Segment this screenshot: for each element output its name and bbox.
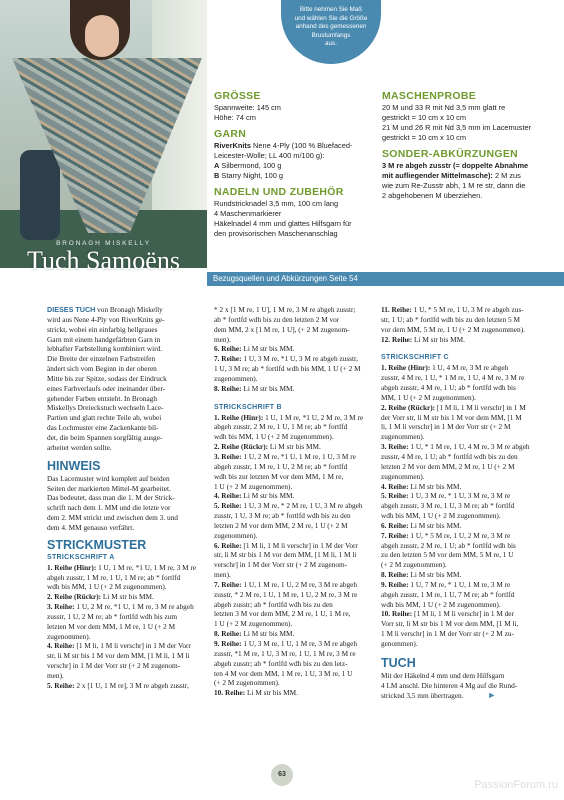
strickmuster-heading: STRICKMUSTER [47,537,147,552]
row-text: Li M str bis MM. [408,570,462,580]
needles-line: den provisorischen Maschenanschlag [214,229,338,238]
row-text: 1 M li verschr] in 1 M der Vorr str (+ 2 M zu- [381,629,514,639]
row-text: 1 U, 4 M re, 3 M re abgeh [430,363,509,373]
strickschrift-a-heading: STRICKSCHRIFT A [47,553,115,561]
row-text: Li M str bis MM. [408,520,462,530]
row-text: wdh bis zur letzten M vor dem MM, 1 M re, [214,471,344,481]
row-text: zugenommen). [47,631,91,641]
column-1 [47,305,205,691]
row-text: zusstr, 4 M re, 1 U; ab * fortlfd wdh bis zu den [381,451,518,461]
instruction-row [381,531,541,570]
instruction-row [47,681,205,691]
gauge-heading: MASCHENPROBE [382,90,477,102]
row-label: 12. Reihe: [381,334,413,344]
watermark: PassionForum.ru [474,779,558,791]
row-text: 1 U, * 1 M re, 1 U, 4 M re, 3 M re abgeh [408,442,530,452]
row-text: dem MM, 2 x [1 M re, 1 U], (+ 2 M zugenom- [214,324,350,334]
size-line: Spannweite: 145 cm [214,103,281,112]
photo-face [85,15,119,57]
row-text: zugenommen). [381,432,425,442]
yarn-color-a: A Silbermond, 100 g [214,161,282,170]
instruction-row [47,592,205,602]
yarn-line: Leicester-Wolle; LL 400 m/100 g): [214,151,325,160]
instruction-row [214,384,372,394]
row-text: zugenommen). [214,373,258,383]
row-text: zugenommen). [381,471,425,481]
row-text: [1 M li, 1 M li verschr] in 1 M der Vorr [74,641,191,651]
row-text: Li M str bis MM. [408,481,462,491]
row-label: 6. Reihe: [214,344,242,354]
row-label: 8. Reihe: [214,629,242,639]
row-label: 6. Reihe: [381,520,409,530]
row-label: 2. Reihe (Rückr): [47,592,102,602]
row-text: wdh bis MM, 1 U (+ 2 M zugenommen). [381,511,501,521]
instruction-row [214,354,372,384]
row-text: letzten 3 M vor dem MM, 2 M re, 1 U, 1 M re, [214,609,351,619]
row-text: 1 U, 3 M re, *1 U, 3 M re abgeh zusstr, [241,354,358,364]
rows-c [381,363,541,648]
row-text: abgeh zusstr, 1 M re, 1 U, 2 M re; ab * fortlfd [214,461,348,471]
row-label: 10. Reihe: [381,609,413,619]
instruction-row [381,491,541,521]
row-text: wdh bis MM, 1 U (+ 2 M zugenommen). [47,582,167,592]
row-label: 4. Reihe: [214,491,242,501]
row-label: 7. Reihe: [381,530,409,540]
instruction-row [381,403,541,442]
row-text: * 2 x [1 M re, 1 U], 1 M re, 3 M re abgeh zusstr; [214,305,356,314]
row-text: 1 U, * 5 M re, 1 U, 3 M re abgeh zus- [411,305,524,314]
row-text: [1 M li, 1 M li verschr] in 1 M der Vorr [241,540,358,550]
row-text: der Vorr str, li M str bis 1 M vor dem MM, [1 M [381,412,522,422]
tuch-paragraph: Mit der Häkelnd 4 mm und dem Hilfsgarn 4 LM anschl. Die hinteren 4 Mg auf die Rund- stricknd 3,5 mm übertragen. ► [381,670,518,700]
abbrev-heading: SONDER-ABKÜRZUNGEN [382,148,519,160]
row-text: abgeh zusstr; ab * fortlfd wdh bis zu den letz- [214,658,348,668]
row-text: zusstr, *1 M re, 1 U, 3 M re, 1 U, 1 M re, 3 M re [214,648,356,658]
materials-box [214,90,374,239]
instruction-row [214,629,372,639]
row-label: 1. Reihe (Hinr): [47,562,97,572]
row-text: 1 U, * 5 M re, 1 U, 2 M re, 3 M re [408,530,511,540]
instruction-row [47,602,205,641]
row-text: str, li M str bis 1 M vor dem MM, [1 M li, 1 M li [214,550,357,560]
row-text: abgeh zusstr, 2 M re, 1 U; ab * fortlfd wdh bis [381,540,516,550]
instruction-row [214,688,372,698]
row-text: zusstr, 1 U, 2 M re; ab * fortlfd wdh bis zum [47,611,178,621]
instruction-row [214,501,372,540]
size-heading: GRÖSSE [214,90,261,102]
row-text: letzten M vor dem MM, 1 M re, 1 U (+ 2 M [47,621,176,631]
needles-line: Häkelnadel 4 mm und glattes Hilfsgarn für [214,219,352,228]
row-text: 1 U, 2 M re, *1 U, 1 M re, 1 U, 3 M re [241,451,356,461]
instruction-row [214,413,372,443]
instruction-row [381,570,541,580]
row-text: Li M str bis MM. [241,629,295,639]
row-text: 1 U, 1 M re, *1 U, 1 M re, 3 M re [96,562,197,572]
abbrev-line: mit aufliegender Mittelmasche): 2 M zus [382,171,521,180]
instruction-row [214,541,372,580]
instruction-row [47,563,205,593]
row-text: Li M str bis MM. [268,442,321,452]
photo-arm [20,150,60,240]
gauge-box [382,90,552,201]
instruction-row [214,344,372,354]
row-label: 3. Reihe: [214,451,242,461]
row-text: zusstr, 4 M re, 1 U, * 1 M re, 1 U, 4 M re, 3 M re [381,373,525,383]
hinweis-heading: HINWEIS [47,458,101,473]
row-text: men). [214,334,231,344]
row-text: li, 1 M li verschr] in 1 M der Vorr str (+ 2 M [381,422,511,432]
row-text: abgeh zusstr, 2 M re, 1 U, 1 M re; ab * fortlfd [214,422,348,432]
instruction-row [214,442,372,452]
rows-a [47,563,205,691]
row-text: letzten 2 M vor dem MM, 2 M re, 1 U (+ 2 M [214,520,348,530]
row-label: 5. Reihe: [381,491,409,501]
instruction-row [214,491,372,501]
instruction-row [47,641,205,680]
row-text: 1 U, 3 M re, * 1 U, 3 M re, 3 M re [408,491,511,501]
gauge-line: gestrickt = 10 cm x 10 cm [382,113,466,122]
rows-b-cont [381,305,541,344]
row-text: 2 x [1 U, 1 M re], 3 M re abgeh zusstr, [74,680,189,690]
abbrev-line: 2 abgehobenen M überziehen. [382,191,483,200]
row-label: 4. Reihe: [381,481,409,491]
row-label: 8. Reihe: [381,570,409,580]
instruction-row [214,580,372,629]
row-text: Li M str bis MM. [101,592,154,602]
needles-heading: NADELN UND ZUBEHÖR [214,186,344,198]
row-text: zusstr, * 2 M re, 1 U, 1 M re, 1 U, 2 M re, 3 M re [214,589,358,599]
bubble-line: aus. [325,40,337,48]
row-text: Li M str bis MM. [241,491,295,501]
row-text: 1 U (+ 2 M zugenommen). [214,481,293,491]
abbrev-line: 3 M re abgeh zusstr (= doppelte Abnahme [382,161,529,170]
row-text: (+ 2 M zugenommen). [214,678,280,688]
continue-arrow-icon: ► [487,689,497,700]
instruction-row [381,482,541,492]
strickschrift-c-heading: STRICKSCHRIFT C [381,354,449,362]
yarn-color-b: B Starry Night, 100 g [214,171,284,180]
row-text: letzten 2 M vor dem MM, 2 M re, 1 U (+ 2 M [381,461,515,471]
row-text: abgeh zusstr; ab * fortlfd wdh bis zu den [214,599,333,609]
instruction-row [381,609,541,648]
rows-b [214,413,372,698]
pattern-title: Tuch Samoëns [27,246,180,275]
row-text: wdh bis MM, 1 U (+ 2 M zugenommen). [214,432,334,442]
row-label: 1. Reihe (Hinr): [381,363,431,373]
bubble-line: Brustumfangs [311,31,351,39]
instruction-row [214,305,372,344]
row-label: 5. Reihe: [214,501,242,511]
intro-paragraph: DIESES TUCH von Bronagh Miskelly wird aus Nene 4-Ply von RiverKnits ge- strickt, wobei ein einfarbig hellgraues Garn mit einem handgefärbten Garn in lebhafter Farbstellung kombiniert wird. Die Breite der einzelnen Farbstreifen ändert sich vom Beginn in der oberen Mitte bis zur Spitze, sodass der Eindruck eines Farbverlaufs oder ineinander über- gehender Farben entsteht. In Bronagh Miskellys Dreieckstuch wechseln Lace- Partien und glatt rechte Teile ab, wobei das Lochmuster eine Zackenkante bil- det, die beim Spannen sorgfältig ausge- arbeitet werden sollte. [47,305,167,452]
hinweis-paragraph: Das Lacemuster wird komplett auf beiden Seiten der markierten Mittel-M gearbeitet. Das bedeutet, dass man die 1. M der Strick- schrift nach dem 1. MM und die letzte vor dem 2. MM strickt und zwischen dem 3. und dem 4. MM genauso verfährt. [47,473,178,532]
row-label: 2. Reihe (Rückr): [381,402,436,412]
size-line: Höhe: 74 cm [214,113,256,122]
rows-a-cont [214,305,372,394]
row-label: 11. Reihe: [381,305,412,314]
sources-ribbon: Bezugsquellen und Abkürzungen Seite 54 [207,272,564,286]
row-text: Li M str bis MM. [241,344,295,354]
bubble-line: anhand des gemessenen [295,23,367,31]
page-number: 63 [271,764,293,786]
row-text: Vorr str, li M str bis 1 M vor dem MM, [1 M li, [381,619,519,629]
row-text: 1 U, 7 M re, * 1 U, 1 M re, 3 M re [408,579,511,589]
row-text: 1 U, 3 M re, 1 U, 1 M re, 3 M re abgeh [241,639,358,648]
row-text: str, li M str bis 1 M vor dem MM, [1 M li, 1 M li [47,651,190,661]
strickschrift-b-heading: STRICKSCHRIFT B [214,403,282,411]
instruction-row [381,521,541,531]
column-2 [214,305,372,698]
yarn-line: RiverKnits Nene 4-Ply (100 % Bluefaced- [214,141,353,150]
row-text: MM, 1 U (+ 2 M zugenommen). [381,392,476,402]
instruction-row [381,580,541,610]
row-text: men). [214,570,231,580]
size-hint-bubble [281,0,381,64]
instruction-row [381,363,541,402]
row-text: zusstr, 1 U, 3 M re; ab * fortlfd wdh bis zu den [214,511,351,521]
designer-name: BRONAGH MISKELLY [56,240,151,247]
row-label: 1. Reihe (Hinr): [214,412,264,422]
row-text: genommen). [381,639,418,648]
row-text: 1 U, 1 M re, 1 U, 2 M re, 3 M re abgeh [241,579,358,589]
row-text: zugenommen). [214,530,258,540]
row-text: 1 U, 2 M re, *1 U, 1 M re, 3 M re abgeh [74,602,194,612]
row-text: str, 1 U; ab * fortlfd wdh bis zu den letzten 5 M [381,314,520,324]
row-label: 7. Reihe: [214,579,242,589]
instruction-row [381,305,541,335]
row-text: Li M str bis MM. [241,383,295,393]
gauge-line: 20 M und 33 R mit Nd 3,5 mm glatt re [382,103,506,112]
row-text: abgeh zusstr, 1 M re, 1 U, 1 M re; ab * fortlfd [47,572,181,582]
abbrev-line: wie zum Re-Zusstr abh, 1 M re str, dann die [382,181,526,190]
row-label: 8. Reihe: [214,383,242,393]
row-label: 6. Reihe: [214,540,242,550]
row-text: wdh bis MM, 1 U (+ 2 M zugenommen). [381,599,501,609]
row-text: verschr] in 1 M der Vorr str (+ 2 M zugenom- [214,560,348,570]
bubble-line: Bitte nehmen Sie Maß [299,6,363,13]
row-text: Li M str bis MM. [245,688,298,698]
hero-photo [0,0,207,268]
instruction-row [214,639,372,688]
row-label: 9. Reihe: [214,639,242,648]
row-text: [1 M li, 1 M li verschr] in 1 M [435,402,526,412]
row-text: Li M str bis MM. [412,334,465,344]
row-label: 3. Reihe: [47,602,75,612]
bubble-line: und wählen Sie die Größe [294,14,368,22]
needles-line: 4 Maschenmarkierer [214,209,282,218]
instruction-row [381,442,541,481]
row-label: 10. Reihe: [214,688,246,698]
row-text: abgeh zusstr, 1 M re, 1 U, 7 M re; ab * fortlfd [381,589,515,599]
row-label: 9. Reihe: [381,579,409,589]
row-text: 1 U, 3 M re, * 2 M re, 1 U, 3 M re abgeh [241,501,363,511]
row-text: abgeh zusstr, 3 M re, 1 U, 3 M re; ab * fortlfd [381,501,515,511]
yarn-heading: GARN [214,128,247,140]
row-label: 2. Reihe (Rückr): [214,442,269,452]
row-text: vor dem MM, 5 M re, 1 U (+ 2 M zugenommen). [381,324,525,334]
row-text: ten 4 M vor dem MM, 1 M re, 1 U, 3 M re, 1 U [214,668,353,678]
row-text: verschr] in 1 M der Vorr str (+ 2 M zugenom- [47,661,181,671]
row-label: 5. Reihe: [47,680,75,690]
row-text: (+ 2 M zugenommen). [381,560,447,570]
instruction-row [214,452,372,491]
row-text: 1 U, 1 M re, *1 U, 2 M re, 3 M re [263,412,364,422]
row-text: abgeh zusstr, 4 M re, 1 U; ab * fortlfd wdh bis [381,383,516,393]
row-text: men). [47,671,64,680]
gauge-line: gestrickt = 10 cm x 10 cm [382,133,466,142]
row-text: 1 U, 3 M re; ab * fortlfd wdh bis MM, 1 U (+ 2 M [214,364,361,374]
row-label: 4. Reihe: [47,641,75,651]
row-text: zu den letzten 5 M vor dem MM, 5 M re, 1 U [381,550,514,560]
needles-line: Rundstricknadel 3,5 mm, 100 cm lang [214,199,339,208]
row-text: 1 U (+ 2 M zugenommen). [214,619,293,629]
row-label: 3. Reihe: [381,442,409,452]
gauge-line: 21 M und 26 R mit Nd 3,5 mm im Lacemuster [382,123,532,132]
instruction-row [381,335,541,345]
column-3 [381,305,541,700]
row-text: [1 M li, 1 M li verschr] in 1 M der [412,609,514,619]
row-text: ab * fortlfd wdh bis zu den letzten 2 M vor [214,314,340,324]
row-label: 7. Reihe: [214,354,242,364]
tuch-heading: TUCH [381,655,416,670]
